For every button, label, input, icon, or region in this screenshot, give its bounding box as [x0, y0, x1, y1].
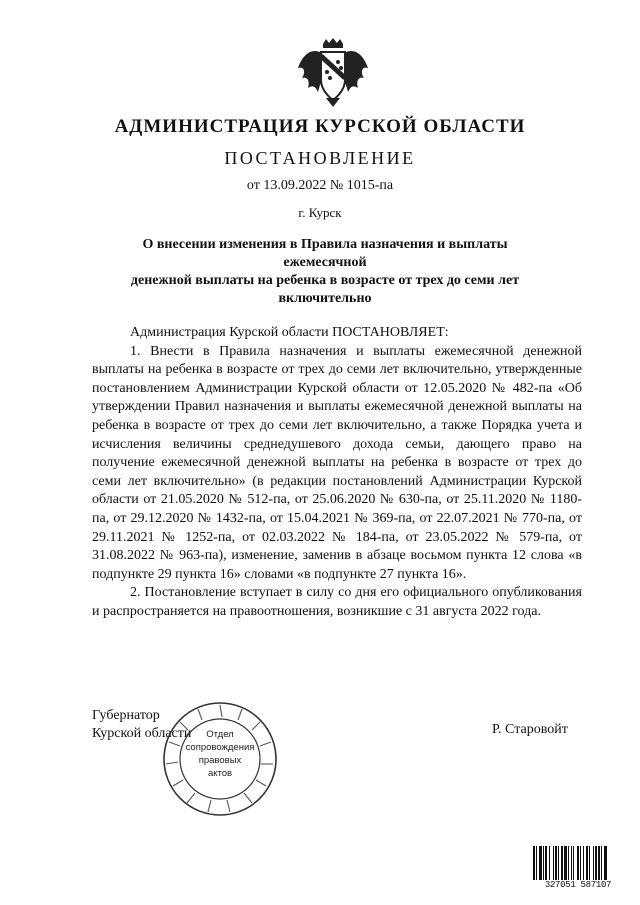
title-line: включительно	[278, 291, 372, 306]
barcode-icon	[532, 846, 624, 880]
title-line: О внесении изменения в Правила назначения и выплаты ежемесячной	[142, 237, 508, 270]
stamp-text	[180, 728, 260, 780]
body-intro: Администрация Курской области ПОСТАНОВЛЯЕТ:	[130, 325, 449, 340]
position-line: Курской области	[92, 726, 192, 741]
document-date-number: от 13.09.2022 № 1015-па	[246, 178, 394, 193]
stamp-line: Отдел	[206, 729, 234, 740]
position-line: Губернатор	[92, 708, 160, 723]
document-body	[92, 324, 582, 622]
signatory-name: Р. Старовойт	[492, 722, 568, 737]
stamp-line: актов	[207, 768, 233, 779]
barcode-number: 327051 587107	[544, 880, 612, 890]
body-item-1: 1. Внести в Правила назначения и выплаты ежемесячной денежной выплаты на ребенка в возрасте от трех до семи лет включительно, утвержденные постановлением Администрации Курской области от 12.05.2020 № 482-па «Об утверждении Правил назначения и выплаты ежемесячной денежной выплаты на ребенка в возрасте от трех до семи лет включительно, а также Порядка учета и исчисления величины среднедушевого дохода семьи, дающего право на получение ежемесячной денежной выплаты на ребенка в возрасте от трех до семи лет включительно» (в редакции постановлений Администрации Курской области от 21.05.2020 № 512-па, от 25.06.2020 № 630-па, от 25.11.2020 № 1180-па, от 29.12.2020 № 1432-па, от 15.04.2021 № 369-па, от 22.07.2021 № 770-па, от 29.11.2021 № 1252-па, от 02.03.2022 № 184-па, от 23.05.2022 № 579-па, от 31.08.2022 № 963-па), изменение, заменив в абзаце восьмом пункта 12 слова «в подпункте 29 пункта 16» словами «в подпункте 27 пункта 16».	[92, 343, 582, 582]
stamp-line: сопровождения	[185, 742, 255, 753]
stamp-line: правовых	[198, 755, 242, 766]
document-type: ПОСТАНОВЛЕНИЕ	[224, 148, 416, 168]
document-city: г. Курск	[298, 205, 342, 220]
coat-of-arms-icon	[296, 38, 370, 108]
document-title	[100, 236, 550, 308]
title-line: денежной выплаты на ребенка в возрасте от трех до семи лет	[130, 273, 520, 288]
organization-name: АДМИНИСТРАЦИЯ КУРСКОЙ ОБЛАСТИ	[114, 116, 526, 137]
body-item-2: 2. Постановление вступает в силу со дня его официального опубликования и распространяется на правоотношения, возникшие с 31 августа 2022 года.	[92, 585, 582, 619]
